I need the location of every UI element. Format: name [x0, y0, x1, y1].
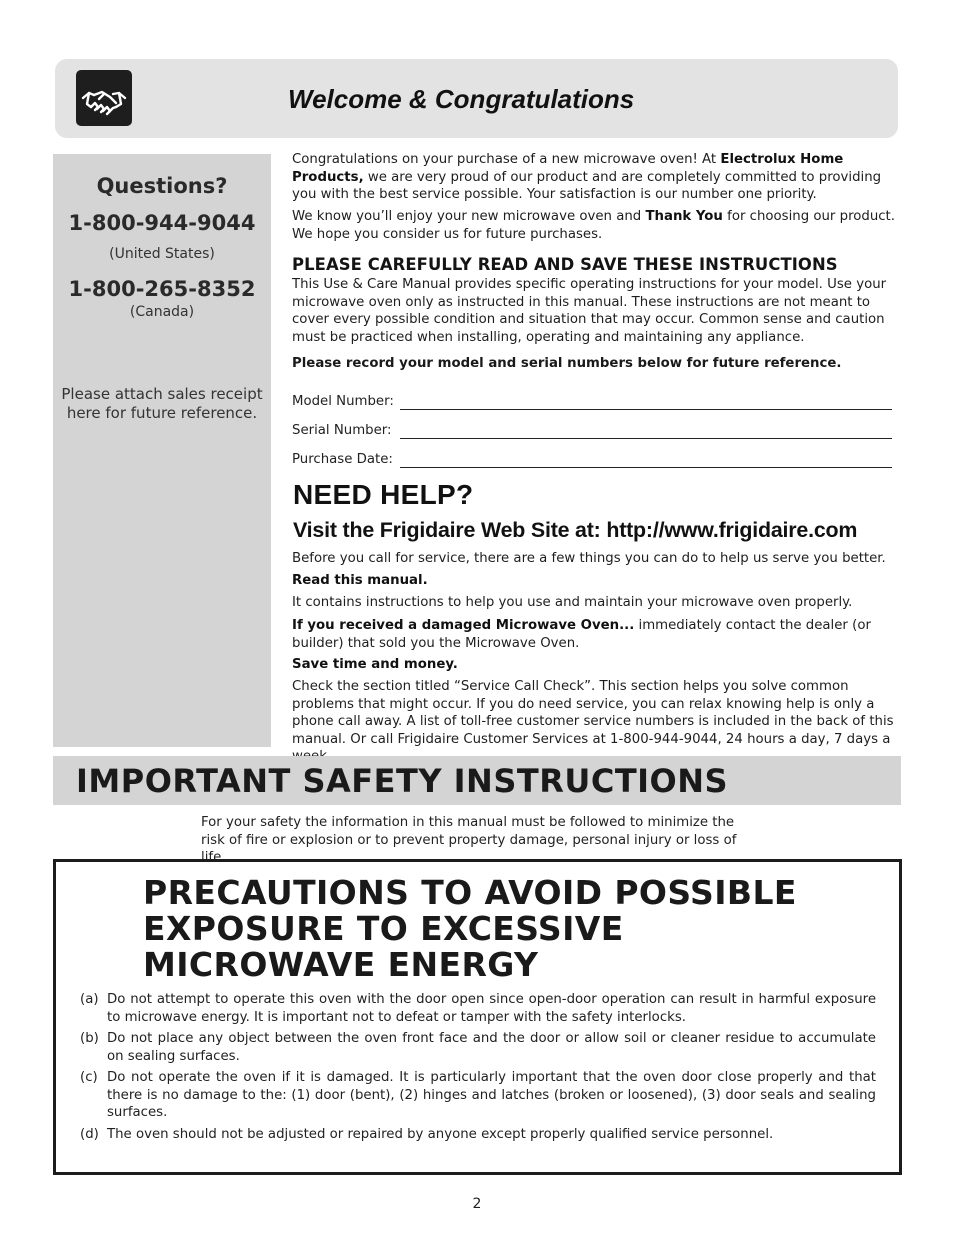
thank-you-text: Thank You — [645, 209, 723, 224]
phone-canada: 1-800-265-8352 — [68, 277, 256, 301]
record-note: Please record your model and serial numbers below for future reference. — [292, 356, 842, 371]
precautions-title: PRECAUTIONS TO AVOID POSSIBLE EXPOSURE TO EXCESSIVE MICROWAVE ENERGY — [143, 873, 797, 984]
model-number-field[interactable] — [292, 391, 892, 411]
phone-us: 1-800-944-9044 — [68, 211, 256, 235]
precaution-item: (c) Do not operate the oven if it is damaged. It is particularly important that the oven door close properly and that there is no damage to the: (1) door (bent), (2) hinges and latches (broken or loosened), (3) door seals and sealing surfaces. — [80, 1070, 876, 1120]
company-name: Electrolux Home Products, — [292, 152, 844, 185]
safety-intro: For your safety the information in this manual must be followed to minimize the risk of fire or explosion or to prevent property damage, personal injury or loss of life. — [201, 815, 737, 865]
intro-paragraph-2: We know you’ll enjoy your new microwave oven and Thank You for choosing our product. We hope you consider us for future purchases. — [292, 209, 895, 242]
phone-canada-label: (Canada) — [129, 304, 195, 320]
purchase-date-label: Purchase Date: — [292, 452, 393, 467]
handshake-icon — [76, 70, 132, 126]
website-line: Visit the Frigidaire Web Site at: http://www.frigidaire.com — [293, 518, 858, 542]
page-number: 2 — [472, 1196, 482, 1212]
precaution-item: (a) Do not attempt to operate this oven with the door open since open-door operation can result in harmful exposure to microwave energy. It is important not to defeat or tamper with the safety interlocks. — [80, 992, 876, 1025]
read-save-body: This Use & Care Manual provides specific operating instructions for your model. Use your microwave oven only as instructed in this manual. These instructions are not meant to cover every possible condition and situation that may occur. Common sense and caution must be practiced when installing, operating and maintaining any appliance. — [292, 277, 887, 345]
phone-us-label: (United States) — [109, 246, 215, 262]
purchase-date-field[interactable] — [292, 449, 892, 469]
read-manual-title: Read this manual. — [292, 573, 428, 588]
model-number-line[interactable] — [400, 409, 892, 410]
help-before: Before you call for service, there are a few things you can do to help us serve you better. — [292, 551, 886, 566]
questions-heading: Questions? — [96, 174, 228, 198]
save-time-title: Save time and money. — [292, 657, 458, 672]
precaution-item: (b) Do not place any object between the oven front face and the door or allow soil or cleaner residue to accumulate on sealing surfaces. — [80, 1031, 876, 1064]
page-title: Welcome & Congratulations — [288, 84, 635, 114]
damaged-oven-note: If you received a damaged Microwave Oven... immediately contact the dealer (or builder) that sold you the Microwave Oven. — [292, 618, 871, 651]
model-number-label: Model Number: — [292, 394, 394, 409]
receipt-note: Please attach sales receipt here for future reference. — [61, 385, 263, 422]
safety-heading: IMPORTANT SAFETY INSTRUCTIONS — [76, 762, 729, 800]
read-save-heading: PLEASE CAREFULLY READ AND SAVE THESE INSTRUCTIONS — [292, 255, 838, 274]
purchase-date-line[interactable] — [400, 467, 892, 468]
sidebar-panel — [53, 154, 271, 747]
serial-number-field[interactable] — [292, 420, 892, 440]
need-help-heading: NEED HELP? — [293, 479, 474, 510]
intro-paragraph-1: Congratulations on your purchase of a new microwave oven! At Electrolux Home Products, we are very proud of our product and are completely committed to providing you with the best service possible. Your satisfaction is our number one priority. — [292, 152, 882, 202]
serial-number-line[interactable] — [400, 438, 892, 439]
serial-number-label: Serial Number: — [292, 423, 392, 438]
precaution-item: (d) The oven should not be adjusted or repaired by anyone except properly qualified service personnel. — [80, 1127, 774, 1142]
read-manual-body: It contains instructions to help you use and maintain your microwave oven properly. — [292, 595, 853, 610]
save-time-body: Check the section titled “Service Call Check”. This section helps you solve common problems that might occur. If you do need service, you can relax knowing help is only a phone call away. A list of toll-free customer service numbers is included in the back of this manual. Or call Frigidaire Customer Services at 1-800-944-9044, 24 hours a day, 7 days a — [292, 679, 894, 747]
